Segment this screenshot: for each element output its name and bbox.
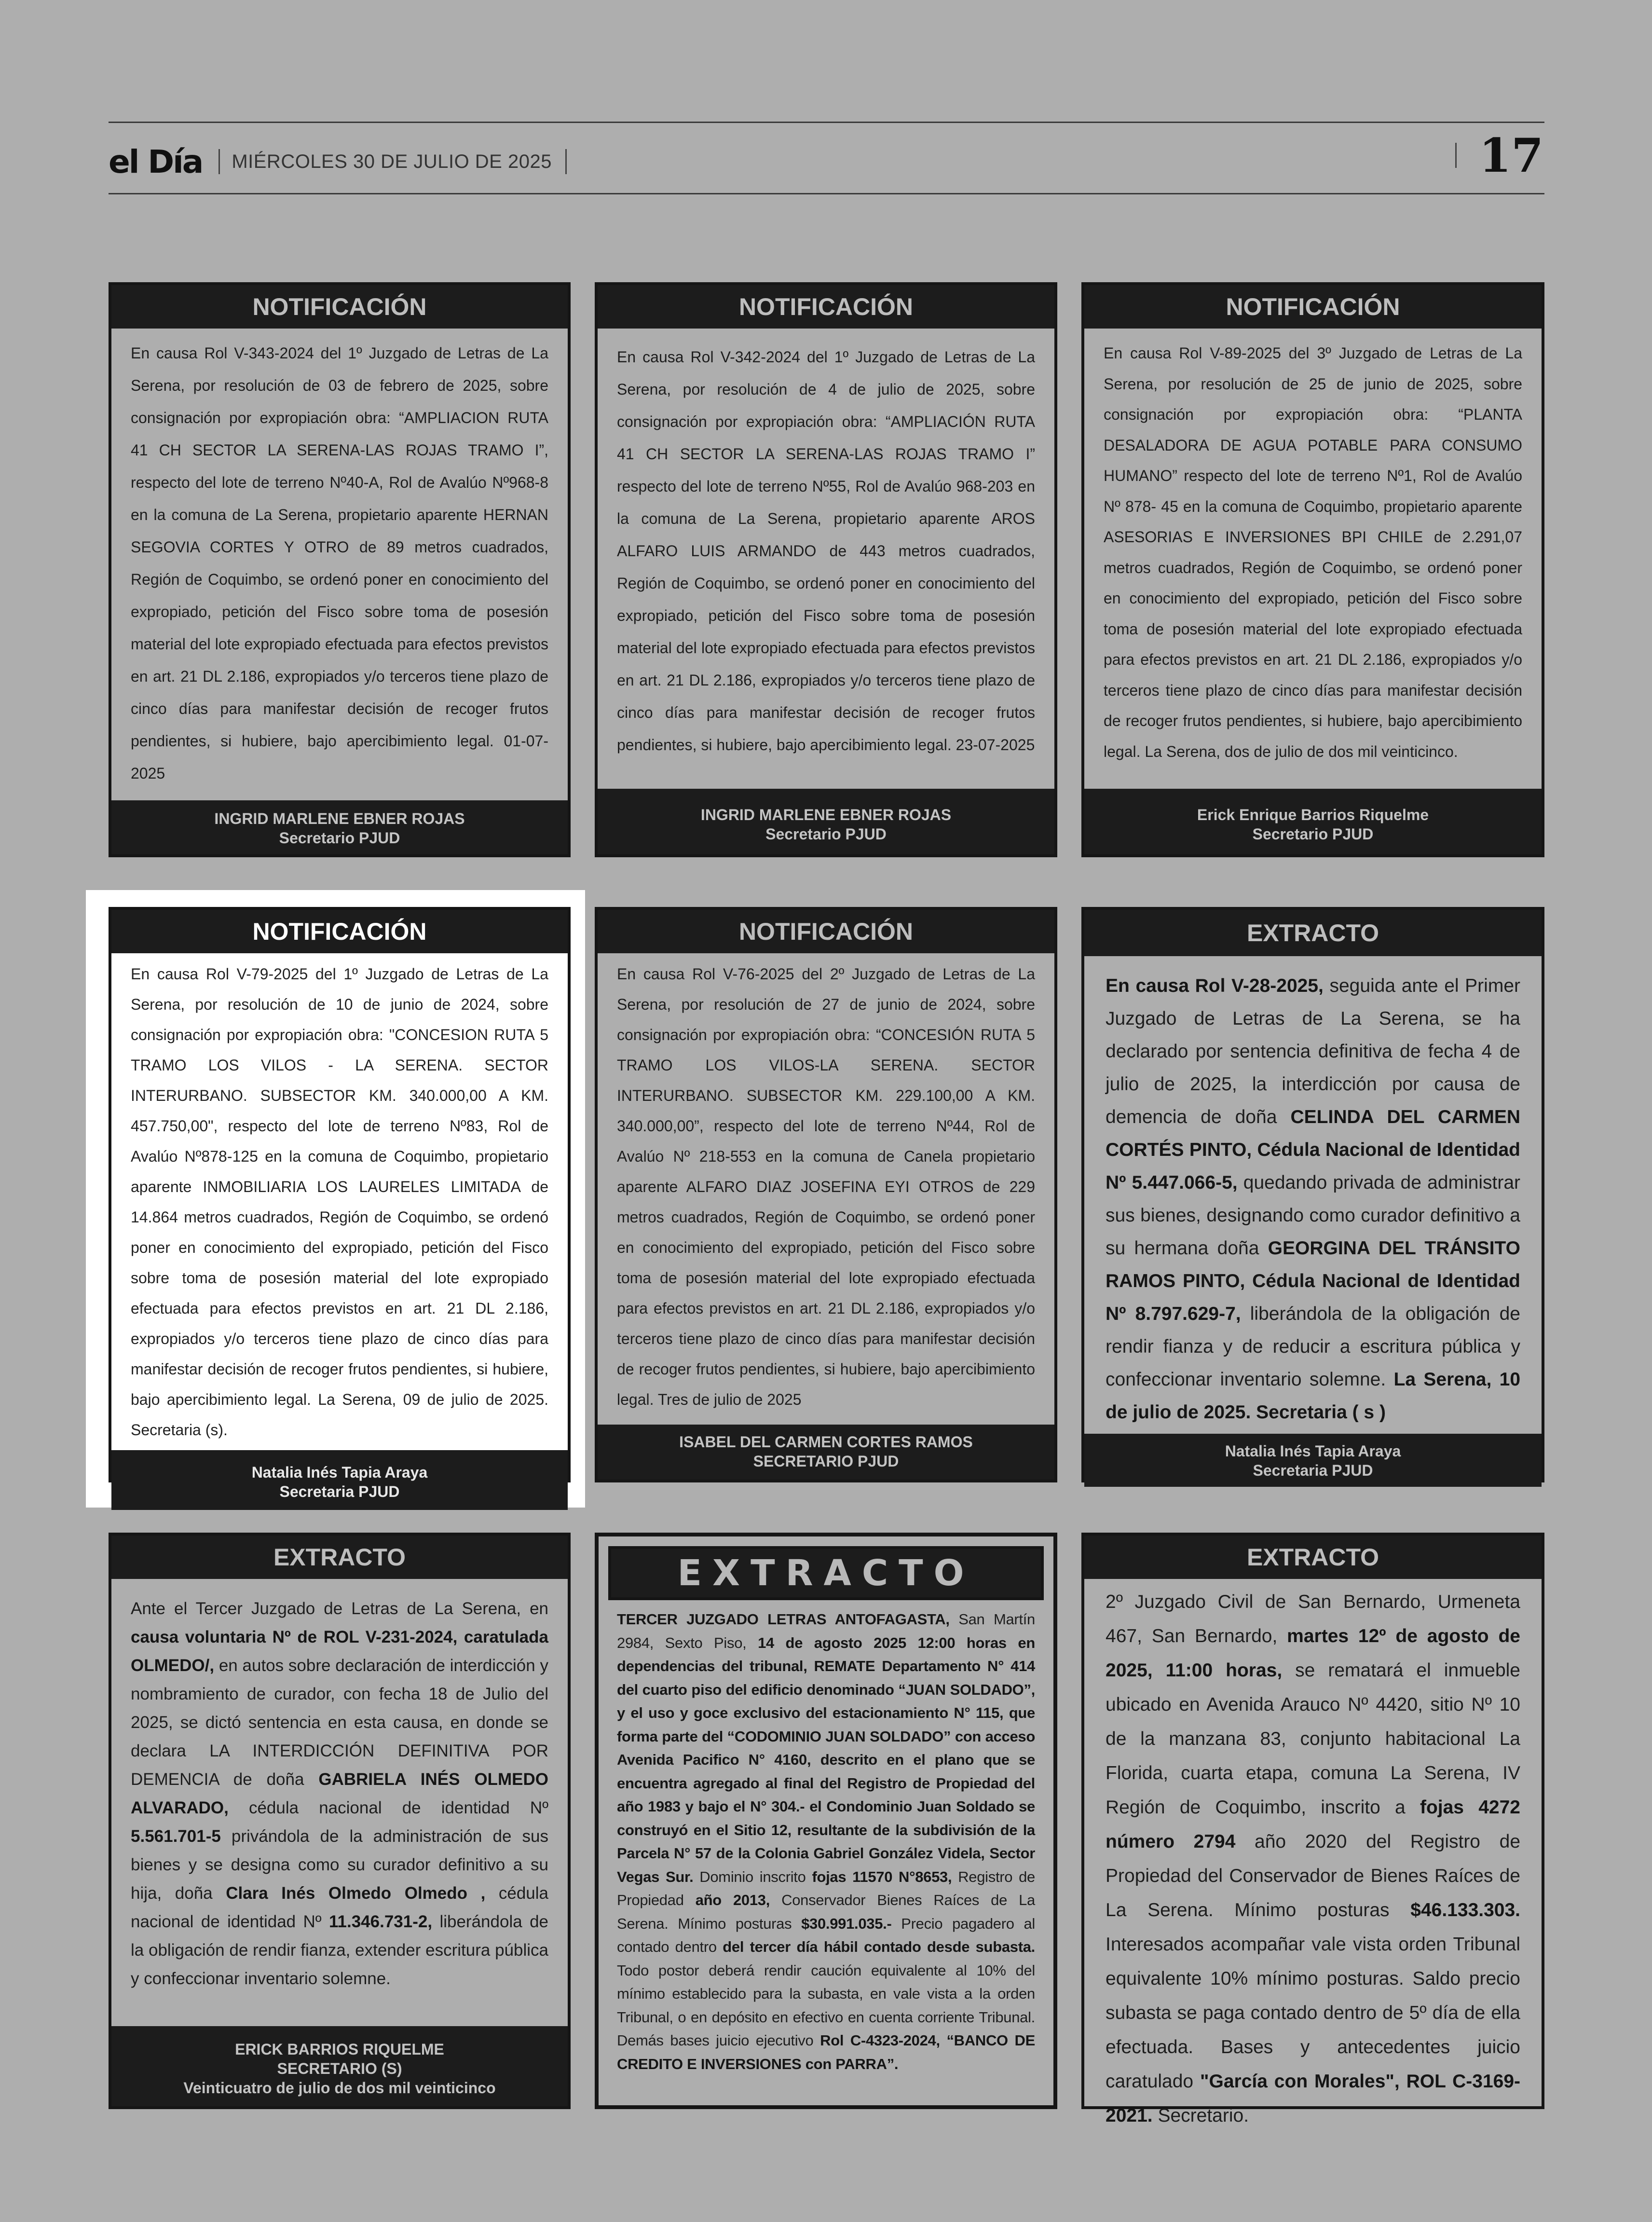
extract-bold-segment: 5.561.701-5	[131, 1827, 221, 1846]
extract-text-segment: 2º Juzgado Civil de San Bernardo, Urmeneta 467, San Bernardo,	[1106, 1591, 1520, 1646]
extract-body	[1084, 956, 1542, 1434]
extract-text-segment: Secretario.	[1152, 2105, 1249, 2126]
newspaper-logo: el Día	[109, 143, 203, 180]
extract-bold-segment: causa voluntaria Nº de ROL V-231-2024, caratulada OLMEDO/,	[131, 1628, 548, 1675]
extract-title: EXTRACTO	[608, 1546, 1044, 1600]
header-separator	[218, 149, 220, 174]
extract-signature	[111, 2026, 568, 2106]
signer-role: Secretaria PJUD	[1253, 1462, 1373, 1479]
signer-role: SECRETARIO PJUD	[753, 1453, 899, 1470]
notice-title: NOTIFICACIÓN	[598, 910, 1054, 953]
signer-role: Secretario PJUD	[279, 829, 400, 847]
header-rule-bottom	[109, 193, 1544, 194]
extract-text-segment: Registro de Propiedad	[617, 1868, 1035, 1908]
notice-title: NOTIFICACIÓN	[111, 285, 568, 329]
extract-body	[111, 1579, 568, 2026]
issue-date: MIÉRCOLES 30 DE JULIO DE 2025	[232, 151, 552, 172]
extract-bold-segment: Rol C-4323-2024, “BANCO DE CREDITO E INVERSIONES con PARRA”.	[617, 2032, 1035, 2072]
notice-body: En causa Rol V-343-2024 del 1º Juzgado de Letras de La Serena, por resolución de 03 de febrero de 2025, sobre consignación por expropiación obra: “AMPLIACION RUTA 41 CH SECTOR LA SERENA-LAS ROJAS TRAMO I”, respecto del lote de terreno Nº40-A, Rol de Avalúo Nº968-8 en la comuna de La Serena, propietario aparente HERNAN SEGOVIA CORTES Y OTRO de 89 metros cuadrados, Región de Coquimbo, se ordenó poner en conocimiento del expropiado, petición del Fisco sobre toma de posesión material del lote expropiado efectuada para efectos previstos en art. 21 DL 2.186, expropiados y/o terceros tiene plazo de cinco días para manifestar decisión de recoger frutos pendientes, si hubiere, bajo apercibimiento legal. 01-07-2025	[131, 344, 548, 782]
extract-text-segment: privándola de la administración de sus bienes y se designa como su curador definitivo a su hija, doña	[131, 1827, 548, 1903]
extract-bold-segment: CELINDA DEL CARMEN CORTÉS PINTO, Cédula Nacional de Identidad Nº 5.447.066-5,	[1106, 1107, 1521, 1193]
notice-box	[1081, 282, 1544, 857]
extract-text-segment: liberándola de la obligación de rendir fianza, extender escritura pública y confeccionar inventario solemne.	[131, 1912, 548, 1988]
notice-body: En causa Rol V-89-2025 del 3º Juzgado de Letras de La Serena, por resolución de 25 de junio de 2025, sobre consignación por expropiación obra: “PLANTA DESALADORA DE AGUA POTABLE PARA CONSUMO HUMANO” respecto del lote de terreno Nº1, Rol de Avalúo Nº 878- 45 en la comuna de Coquimbo, propietario aparente ASESORIAS E INVERSIONES BPI CHILE de 2.291,07 metros cuadrados, Región de Coquimbo, se ordenó poner en conocimiento del expropiado, petición del Fisco sobre toma de posesión material del lote expropiado efectuada para efectos previstos en art. 21 DL 2.186, expropiados y/o terceros tiene plazo de cinco días para manifestar decisión de recoger frutos pendientes, si hubiere, bajo apercibimiento legal. La Serena, dos de julio de dos mil veinticinco.	[1104, 344, 1522, 760]
notice-box	[595, 282, 1057, 857]
extract-body	[1084, 1579, 1542, 2138]
notice-body: En causa Rol V-76-2025 del 2º Juzgado de Letras de La Serena, por resolución de 27 de junio de 2024, sobre consignación por expropiación obra: “CONCESIÓN RUTA 5 TRAMO LOS VILOS-LA SERENA. SECTOR INTERURBANO. SUBSECTOR KM. 229.100,00 A KM. 340.000,00”, respecto del lote de terreno Nº44, Rol de Avalúo Nº 218-553 en la comuna de Canela propietario aparente ALFARO DIAZ JOSEFINA EYI OTROS de 229 metros cuadrados, Región de Coquimbo, se ordenó poner en conocimiento del expropiado, petición del Fisco sobre toma de posesión material del lote expropiado efectuada para efectos previstos en art. 21 DL 2.186, expropiados y/o terceros tiene plazo de cinco días para manifestar decisión de recoger frutos pendientes, si hubiere, bajo apercibimiento legal. Tres de julio de 2025	[617, 965, 1035, 1408]
notice-signature	[1084, 789, 1542, 854]
extract-bold-segment: La Serena, 10 de julio de 2025. Secretaria ( s )	[1106, 1369, 1521, 1423]
extract-bold-segment: año 2013,	[695, 1892, 770, 1908]
extract-text-segment: Todo postor deberá rendir caución equivalente al 10% del mínimo establecido para la subasta, en vale vista a la orden Tribunal, o en depósito en efectivo en cuenta corriente Tribunal. Demás bases juicio ejecutivo	[617, 1961, 1035, 2049]
extract-text-segment: seguida ante el Primer Juzgado de Letras de La Serena, se ha declarado por sentencia definitiva de fecha 4 de julio de 2025, la interdicción por causa de demencia de doña	[1106, 975, 1521, 1127]
signer-name: INGRID MARLENE EBNER ROJAS	[214, 810, 465, 827]
extract-text-segment: Precio pagadero al contado dentro	[617, 1915, 1035, 1955]
notice-box	[595, 907, 1057, 1482]
signer-role: SECRETARIO (S)	[277, 2060, 402, 2077]
signer-role: Secretario PJUD	[765, 825, 887, 843]
extract-text-segment: año 2020 del Registro de Propiedad del Conservador de Bienes Raíces de La Serena. Mínimo posturas	[1106, 1831, 1521, 1920]
extract-bold-segment: GABRIELA INÉS OLMEDO ALVARADO,	[131, 1770, 548, 1817]
signer-name: Natalia Inés Tapia Araya	[251, 1464, 428, 1481]
notice-title: NOTIFICACIÓN	[1084, 285, 1542, 329]
notice-title: NOTIFICACIÓN	[111, 910, 568, 953]
extract-bold-segment: fojas 4272 número 2794	[1106, 1797, 1520, 1852]
extract-box-framed	[595, 1533, 1057, 2109]
extract-box	[1081, 1533, 1544, 2126]
extract-text-segment: San Martín 2984, Sexto Piso,	[617, 1611, 1035, 1651]
signer-name: ISABEL DEL CARMEN CORTES RAMOS	[679, 1433, 973, 1451]
extract-bold-segment: fojas 11570 N°8653,	[812, 1868, 952, 1885]
extract-bold-segment: GEORGINA DEL TRÁNSITO RAMOS PINTO, Cédula Nacional de Identidad Nº 8.797.629-7,	[1106, 1238, 1520, 1324]
signer-name: ERICK BARRIOS RIQUELME	[235, 2041, 444, 2058]
extract-text-segment: Ante el Tercer Juzgado de Letras de La Serena, en	[131, 1599, 548, 1618]
signer-note: Veinticuatro de julio de dos mil veinticinco	[183, 2079, 496, 2097]
extract-bold-segment: TERCER JUZGADO LETRAS ANTOFAGASTA,	[617, 1611, 950, 1628]
page-number: 17	[1479, 128, 1543, 183]
extract-body	[608, 1600, 1044, 2096]
extract-text-segment: cédula nacional de identidad Nº	[228, 1798, 548, 1817]
extract-bold-segment: martes 12º de agosto de 2025, 11:00 horas,	[1106, 1626, 1520, 1681]
extract-text-segment: quedando privada de administrar sus bienes, designando como curador definitivo a su hermana doña	[1106, 1172, 1520, 1259]
extract-bold-segment: $30.991.035.-	[801, 1915, 892, 1932]
extract-text-segment: en autos sobre declaración de interdicción y nombramiento de curador, con fecha 18 de Julio del 2025, se dictó sentencia en esta causa, en donde se declara LA INTERDICCIÓN DEFINITIVA POR DEMENCIA de doña	[131, 1656, 548, 1789]
notice-signature	[111, 1450, 568, 1510]
extract-text-segment: liberándola de la obligación de rendir fianza y de reducir a escritura pública y confeccionar inventario solemne.	[1106, 1303, 1520, 1390]
notice-signature	[598, 1425, 1054, 1480]
extract-text-segment: Interesados acompañar vale vista orden Tribunal equivalente 10% mínimo posturas. Saldo precio subasta se paga contado dentro de 5º día de ella efectuada. Bases y antecedentes juicio caratulado	[1106, 1934, 1520, 2092]
signer-role: Secretaria PJUD	[279, 1483, 400, 1500]
extract-text-segment: cédula nacional de identidad Nº	[131, 1884, 548, 1931]
header-rule-top	[109, 122, 1544, 123]
extract-box	[1081, 907, 1544, 1482]
signer-name: Natalia Inés Tapia Araya	[1225, 1442, 1401, 1460]
extract-signature	[1084, 1434, 1542, 1487]
notice-signature	[598, 789, 1054, 854]
notice-title: NOTIFICACIÓN	[598, 285, 1054, 329]
header-separator	[1455, 143, 1457, 168]
signer-name: Erick Enrique Barrios Riquelme	[1197, 806, 1429, 823]
extract-bold-segment: "García con Morales", ROL C-3169-2021.	[1106, 2071, 1520, 2126]
extract-bold-segment: Clara Inés Olmedo Olmedo ,	[226, 1884, 486, 1903]
notice-box-highlighted[interactable]	[109, 907, 571, 1500]
extract-bold-segment: del tercer día hábil contado desde subasta.	[723, 1938, 1035, 1955]
extract-title: EXTRACTO	[1084, 910, 1542, 956]
extract-title: EXTRACTO	[111, 1536, 568, 1579]
header-separator	[565, 149, 567, 174]
notice-box	[109, 282, 571, 857]
extract-text-segment: se rematará el inmueble ubicado en Avenida Arauco Nº 4420, sitio Nº 10 de la manzana 83, conjunto habitacional La Florida, cuarta etapa, comuna La Serena, IV Región de Coquimbo, inscrito a	[1106, 1660, 1520, 1818]
notice-body: En causa Rol V-342-2024 del 1º Juzgado de Letras de La Serena, por resolución de 4 de julio de 2025, sobre consignación por expropiación obra: “AMPLIACIÓN RUTA 41 CH SECTOR LA SERENA-LAS ROJAS TRAMO I” respecto del lote de terreno Nº55, Rol de Avalúo 968-203 en la comuna de La Serena, propietario aparente AROS ALFARO LUIS ARMANDO de 443 metros cuadrados, Región de Coquimbo, se ordenó poner en conocimiento del expropiado, petición del Fisco sobre toma de posesión material del lote expropiado efectuada para efectos previstos en art. 21 DL 2.186, expropiados y/o terceros tiene plazo de cinco días para manifestar decisión de recoger frutos pendientes, si hubiere, bajo apercibimiento legal. 23-07-2025	[617, 348, 1035, 754]
notice-signature	[111, 800, 568, 854]
signer-name: INGRID MARLENE EBNER ROJAS	[700, 806, 952, 823]
extract-bold-segment: $46.133.303.	[1410, 1900, 1520, 1920]
extract-text-segment: Dominio inscrito	[693, 1868, 812, 1885]
extract-bold-segment: 14 de agosto 2025 12:00 horas en dependencias del tribunal, REMATE Departamento N° 414 del cuarto piso del edificio denominado “JUAN SOLDADO”, y el uso y goce exclusivo del estacionamiento N° 115, que forma parte del “CODOMINIO JUAN SOLDADO” con acceso Avenida Pacifico N° 4160, descrito en el plano que se encuentra agregado al final del Registro de Propiedad del año 1983 y bajo el N° 304.- el Condominio Juan Soldado se construyó en el Sitio 12, resultante de la subdivisión de la Parcela N° 57 de la Colonia Gabriel González Videla, Sector Vegas Sur.	[617, 1634, 1035, 1885]
extract-text-segment: Conservador Bienes Raíces de La Serena. Mínimo posturas	[617, 1892, 1035, 1932]
masthead	[109, 140, 567, 183]
extract-title: EXTRACTO	[1084, 1536, 1542, 1579]
signer-role: Secretario PJUD	[1252, 825, 1374, 843]
extract-bold-segment: 11.346.731-2,	[328, 1912, 433, 1931]
extract-box	[109, 1533, 571, 2109]
extract-bold-segment: En causa Rol V-28-2025,	[1106, 975, 1324, 996]
page-number-block	[1455, 128, 1543, 183]
notice-body: En causa Rol V-79-2025 del 1º Juzgado de Letras de La Serena, por resolución de 10 de junio de 2024, sobre consignación por expropiación obra: "CONCESION RUTA 5 TRAMO LOS VILOS - LA SERENA. SECTOR INTERURBANO. SUBSECTOR KM. 340.000,00 A KM. 457.750,00", respecto del lote de terreno Nº83, Rol de Avalúo Nº878-125 en la comuna de Coquimbo, propietario aparente INMOBILIARIA LOS LAURELES LIMITADA de 14.864 metros cuadrados, Región de Coquimbo, se ordenó poner en conocimiento del expropiado, petición del Fisco sobre toma de posesión material del lote expropiado efectuada para efectos previstos en art. 21 DL 2.186, expropiados y/o terceros tiene plazo de cinco días para manifestar decisión de recoger frutos pendientes, si hubiere, bajo apercibimiento legal. La Serena, 09 de julio de 2025. Secretaria (s).	[131, 965, 548, 1439]
